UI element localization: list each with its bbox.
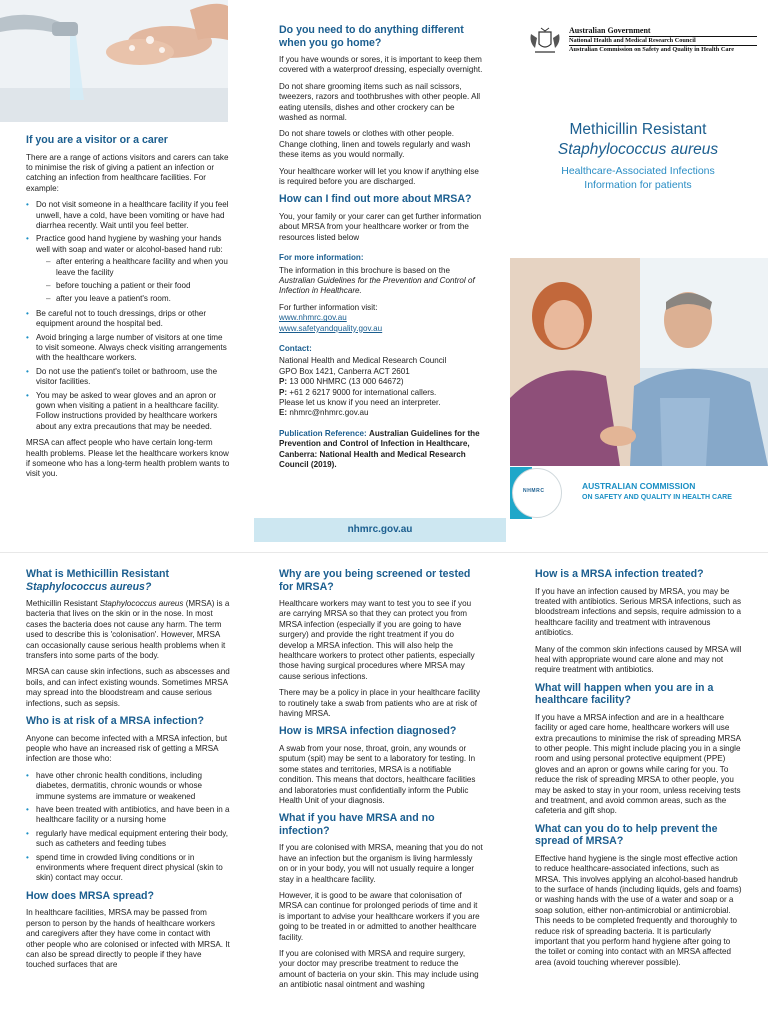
list-item — [26, 234, 230, 304]
patient-doctor-photo — [510, 258, 768, 466]
publication-reference — [279, 429, 483, 471]
email-label: E: — [279, 408, 288, 418]
paragraph: Your healthcare worker will let you know if anything else is required before you are discharged. — [279, 166, 479, 187]
paragraph: However, it is good to be aware that colonisation of MRSA can continue for prolonged periods of time and it is important to advise your healthcare workers if you are going to be treated in or admitted to another healthcare facility. — [279, 891, 480, 942]
list-item: • Be careful not to touch dressings, drips or other equipment around the hospital bed. — [26, 309, 230, 330]
nhmrc-logo — [512, 468, 562, 518]
diagnosis-heading: How is MRSA infection diagnosed? — [279, 725, 457, 738]
list-item: • You may be asked to wear gloves and an apron or gown when visiting a patient in a healthcare facility. Follow instructions provided by healthcare workers about any extra precautions that may be needed. — [26, 391, 230, 433]
title-line-1: Methicillin Resistant — [569, 121, 707, 138]
prevent-spread-heading: What can you do to help prevent the spread of MRSA? — [535, 822, 718, 848]
hand-washing-photo — [0, 0, 228, 122]
how-spread-heading: How does MRSA spread? — [26, 889, 154, 902]
treatment-heading: How is a MRSA infection treated? — [535, 568, 704, 580]
treatment-panel — [535, 568, 743, 974]
government-logo — [527, 26, 757, 60]
contact-address: GPO Box 1421, Canberra ACT 2601 — [279, 366, 410, 376]
visitor-bullet-list — [26, 200, 230, 432]
paragraph: MRSA can cause skin infections, such as abscesses and boils, and can infect existing wounds. Sometimes MRSA may spread into the bloodstream and cause serious infections, such as sepsis. — [26, 667, 230, 708]
paragraph-lead: Methicillin Resistant — [26, 599, 98, 608]
colonisation-heading: What if you have MRSA and no infection? — [279, 812, 435, 837]
title-line-2: Staphylococcus aureus — [557, 141, 719, 158]
contact-phone-international — [279, 388, 483, 398]
list-item: • Avoid bringing a large number of visitors at one time to visit someone. Always check visiting arrangements with the healthcare workers. — [26, 333, 230, 364]
list-item: • have been treated with antibiotics, and have been in a healthcare facility or a nursing home — [26, 805, 230, 826]
paragraph: Effective hand hygiene is the single most effective action to reduce healthcare-associated infections, such as MRSA. This involves applying an alcohol-based handrub to the surface of hands (including liquids, gels and foams) or washing hands with the use of a water and soap or a soap solution, either non-antimicrobial or antimicrobial. This needs to be completed frequently and thoroughly to reduce risk of spreading bacteria. It is particularly important that you perform hand hygiene after going to the toilet or coming into contact with an MRSA affected area (avoid touching wherever possible). — [535, 853, 742, 967]
coat-of-arms-icon — [527, 26, 563, 56]
gov-line-3: Australian Commission on Safety and Quality in Health Care — [569, 45, 757, 54]
paragraph: Do not share grooming items such as nail scissors, tweezers, razors and toothbrushes with other people. All eating utensils, dishes and other crockery can be washed as normal. — [279, 81, 481, 123]
contact-org: National Health and Medical Research Council — [279, 356, 447, 366]
go-home-panel — [279, 24, 483, 471]
risk-bullet-list — [26, 771, 230, 884]
visitor-closing: MRSA can affect people who have certain long-term health problems. Please let the healthcare workers know if someone who has a long-term health problem wants to visit you. — [26, 438, 230, 479]
list-item: • have other chronic health conditions, including diabetes, dermatitis, chronic wounds or whose immune systems are immature or weakened — [26, 771, 230, 802]
heading-line-italic: Staphylococcus aureus? — [26, 580, 152, 593]
list-item: • Do not use the patient's toilet or bathroom, use the visitor facilities. — [26, 367, 230, 388]
subtitle-line-2: Information for patients — [584, 179, 692, 191]
guidelines-title: Australian Guidelines for the Prevention and Control of Infection in Healthcare. — [279, 276, 475, 296]
paragraph: If you have a MRSA infection and are in a healthcare facility or aged care home, healthcare workers will use extra precautions to minimise the risk of spreading MRSA to other people. This might include placing you in a single room and using personal protective equipment (PPE) gloves and an apron or gowns while caring for you. To reduce the risk of spreading MRSA to other people, you may be asked to stay in your room, unless receiving tests and treatment, and avoid common areas, such as the cafeteria and gift shop. — [535, 712, 741, 816]
phone-number: 13 000 NHMRC (13 000 64672) — [289, 377, 404, 387]
paragraph: If you are colonised with MRSA, meaning that you do not have an infection but the organism is living harmlessly on or in your body, you will not usually require a longer stay in a healthcare facility. — [279, 843, 483, 884]
paragraph: A swab from your nose, throat, groin, any wounds or sputum (spit) may be sent to a laboratory for testing. In some states and territories, MRSA is a notifiable condition. This means that doctors, healthcare facilities and laboratories must confidentially inform the Public Health Unit of your diagnosis. — [279, 743, 476, 805]
list-item: • regularly have medical equipment entering their body, such as catheters and feeding tubes — [26, 829, 230, 850]
more-info-text — [279, 266, 483, 297]
what-is-mrsa-heading — [26, 568, 230, 593]
acsqhc-line-2: ON SAFETY AND QUALITY IN HEALTH CARE — [582, 494, 732, 501]
organism-name: Staphylococcus aureus — [99, 599, 184, 608]
paragraph: Healthcare workers may want to test you to see if you are carrying MRSA so that they can protect you from MRSA infection (especially if you are going to have surgery) and provide the right treatment if you do develop a MRSA infection. This will also help the healthcare workers to protect other patients, especially those having surgical procedures where MRSA may cause serious infections. — [279, 599, 475, 681]
gov-line-1: Australian Government — [569, 26, 651, 35]
subtitle-line-1: Healthcare-Associated Infections — [561, 165, 715, 177]
brochure-title-block — [520, 120, 756, 192]
healthcare-facility-heading: What will happen when you are in a healthcare facility? — [535, 681, 714, 707]
list-item: • Do not visit someone in a healthcare facility if you feel unwell, have a cold, have been vomiting or have had diarrhea recently. Wait until you feel better. — [26, 200, 230, 231]
list-item-text: Practice good hand hygiene by washing your hands well with soap and water or alcohol-based hand rub: — [36, 234, 223, 254]
paragraph — [26, 599, 230, 661]
contact-email — [279, 408, 483, 418]
find-out-more-heading: How can I find out more about MRSA? — [279, 193, 472, 206]
nhmrc-link[interactable]: www.nhmrc.gov.au — [279, 313, 347, 323]
partner-logos — [510, 467, 768, 519]
go-home-heading: Do you need to do anything different when you go home? — [279, 24, 464, 49]
interpreter-note: Please let us know if you need an interpreter. — [279, 398, 441, 408]
who-at-risk-heading: Who is at risk of a MRSA infection? — [26, 715, 204, 728]
pub-ref-label: Publication Reference: — [279, 428, 367, 438]
safety-quality-link[interactable]: www.safetyandquality.gov.au — [279, 323, 383, 333]
hand-hygiene-sublist — [36, 257, 230, 305]
visitor-carer-panel — [26, 134, 230, 486]
visitor-carer-heading: If you are a visitor or a carer — [26, 134, 168, 146]
contact-label: Contact: — [279, 344, 312, 354]
nhmrc-logo-text: NHMRC — [523, 488, 545, 494]
contact-phone — [279, 377, 483, 387]
website-url-bar[interactable]: nhmrc.gov.au — [254, 518, 506, 542]
heading-line: What is Methicillin Resistant — [26, 568, 170, 580]
list-item: • spend time in crowded living conditions or in environments where frequent direct physical (skin to skin) contact may occur. — [26, 853, 230, 884]
what-is-mrsa-panel — [26, 568, 230, 977]
phone-label: P: — [279, 387, 288, 397]
email-address[interactable]: nhmrc@nhmrc.gov.au — [289, 408, 369, 418]
pub-ref-text: Australian Guidelines for the Prevention and Control of Infection in Healthcare, Canberra: National Health and Medical Research Council (2019). — [279, 428, 480, 470]
paragraph: Do not share towels or clothes with other people. Change clothing, linen and towels regularly and wash these items as you would normally. — [279, 129, 471, 160]
more-info-label: For more information: — [279, 253, 364, 263]
paragraph-body: (MRSA) is a bacteria that lives on the skin or in the nose. In most cases the bacteria does not cause any harm. The term used to describe this is 'colonisation'. However, MRSA can occasionally cause serious health problems when it transfers into some parts of the body. — [26, 599, 230, 661]
visitor-intro: There are a range of actions visitors and carers can take to minimise the risk of giving a patient an infection or catching an infection from healthcare facilities. For example: — [26, 152, 229, 193]
screening-heading: Why are you being screened or tested for MRSA? — [279, 568, 471, 593]
hand-washing-illustration — [0, 0, 228, 122]
paragraph: There may be a policy in place in your healthcare facility to routinely take a swab from patients who are at risk of having MRSA. — [279, 688, 481, 719]
phone-label: P: — [279, 377, 288, 387]
more-info-lead: The information in this brochure is based on the — [279, 265, 450, 275]
fold-divider — [0, 552, 768, 553]
list-item: – after you leave a patient's room. — [46, 294, 230, 304]
paragraph: You, your family or your carer can get further information about MRSA from your healthcare worker or from the resources listed below — [279, 211, 482, 242]
people-illustration — [510, 258, 768, 466]
gov-line-2: National Health and Medical Research Council — [569, 36, 757, 45]
paragraph: In healthcare facilities, MRSA may be passed from person to person by the hands of healthcare workers and caregivers after they have come in contact with other people who are colonised or infected with MRSA. It can also be spread directly to people if they have touched surfaces that are — [26, 908, 230, 970]
paragraph: If you are colonised with MRSA and require surgery, your doctor may prescribe treatment to reduce the amount of bacteria on your skin. This may include using an antibiotic nasal ointment and washing — [279, 949, 479, 990]
list-item: – after entering a healthcare facility and when you leave the facility — [46, 257, 230, 278]
paragraph: If you have an infection caused by MRSA, you may be treated with antibiotics. Serious MRSA infections, such as bloodstream infections and sepsis, require admission to a healthcare facility and treatment with intravenous antibiotics. — [535, 586, 742, 638]
acsqhc-logo — [582, 481, 732, 503]
list-item: – before touching a patient or their food — [46, 281, 230, 291]
screening-panel — [279, 568, 483, 997]
phone-number: +61 2 6217 9000 for international callers. — [289, 387, 437, 397]
acsqhc-line-1: AUSTRALIAN COMMISSION — [582, 481, 696, 491]
further-visit-label: For further information visit: — [279, 302, 378, 312]
paragraph: Anyone can become infected with a MRSA infection, but people who have an increased risk of getting a MRSA infection are those who: — [26, 733, 228, 764]
paragraph: If you have wounds or sores, it is important to keep them covered with a waterproof dressing, especially overnight. — [279, 55, 483, 75]
paragraph: Many of the common skin infections caused by MRSA will heal with appropriate wound care alone and may not require treatment with antibiotics. — [535, 644, 742, 675]
